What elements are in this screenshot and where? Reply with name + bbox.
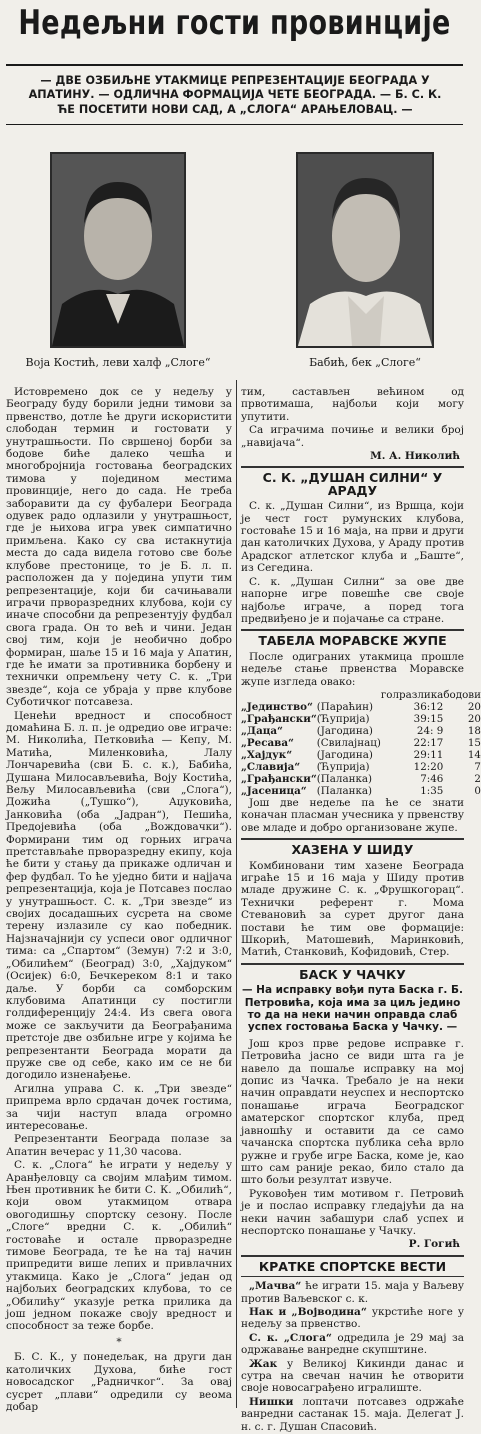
article-divider (241, 629, 464, 631)
club-city: (Паланка) (316, 772, 373, 785)
goal-diff: 39:15 (413, 712, 444, 725)
paragraph: После одиграних утакмица прошле недеље стање првенства Моравске жупе изгледа овако: (241, 650, 464, 688)
news-item-text: укрстиће ноге у недељу за првенство. (241, 1305, 464, 1331)
title-rule (6, 64, 463, 66)
points: 20 (467, 700, 481, 713)
subtitle: — ДВЕ ОЗБИЉНЕ УТАКМИЦЕ РЕПРЕЗЕНТАЦИЈЕ БЕОГРАДА У АПАТИНУ. — ОДЛИЧНА ФОРМАЦИЈА ЧЕТЕ БЕОГРАДА. — Б. С. К. ЋЕ ПОСЕТИТИ НОВИ САД, А „СЛОГА“ АРАЊЕЛОВАЦ. — (28, 74, 442, 116)
club-name: „Даца“ (241, 724, 283, 737)
portrait-photo-kostic (50, 152, 186, 348)
news-item-text: одредила је 29 мај за одржавање ванредне скупштине. (241, 1331, 464, 1357)
article-divider (241, 466, 464, 468)
left-column (6, 386, 232, 1414)
column-divider (236, 380, 237, 1408)
news-item-lead: Нишки (249, 1395, 294, 1408)
table-row (241, 737, 481, 749)
paragraph: Руковођен тим мотивом г. Петровић је и послао исправку гледајући да на неки начин забашури слаб успех и неспортско понашање у Чачку. (241, 1187, 464, 1237)
table-row (241, 785, 481, 797)
table-row (241, 713, 481, 725)
table-row (241, 761, 481, 773)
club-city: (Ћуприја) (316, 712, 370, 725)
author-signature: Р. Гогић (408, 1238, 460, 1251)
goal-diff: 7:46 (420, 772, 444, 785)
points: 20 (467, 712, 481, 725)
news-item-lead: „Мачва“ (249, 1280, 302, 1293)
news-item-text: лоптачи потсавез одржаће ванредни састанак 15. маја. Делегат Ј. н. с. г. Душан Спасовић. (241, 1395, 464, 1433)
article-heading: С. К. „ДУШАН СИЛНИ“ У АРАДУ (262, 470, 443, 498)
page-title: Недељни гости провинције (18, 4, 451, 43)
paragraph: С. к. „Душан Силни“ за ове две напорне игре повешће све своје најбоље играче, а поред тога предвиђено је и појачање са стране. (241, 575, 464, 625)
goal-diff: 36:12 (413, 700, 444, 713)
news-item-lead: С. к. „Слога“ (249, 1331, 332, 1344)
news-item (241, 1306, 464, 1331)
news-item (241, 1280, 464, 1305)
points: 15 (467, 736, 481, 749)
article-divider (241, 963, 464, 965)
paragraph: Репрезентанти Београда полазе за Апатин вечерас у 11,30 часова. (6, 1133, 232, 1158)
club-city: (Свилајнац) (316, 736, 381, 749)
club-city: (Јагодина) (316, 724, 373, 737)
article-divider (241, 838, 464, 840)
photo-caption-left: Воја Костић, леви халф „Слоге“ (25, 356, 211, 369)
goal-diff: 1:35 (420, 784, 444, 797)
news-item (241, 1396, 464, 1433)
news-item (241, 1358, 464, 1395)
paragraph: С. к. „Душан Силни“, из Вршца, који је чест гост румунских клубова, гостоваће 15 и 16 маја, на први и други дан католичких Духова, у Араду против Арадског атлетског клуба и „Баште“, из Сегедина. (241, 500, 464, 575)
heading-rule (241, 1276, 464, 1277)
table-row (241, 701, 481, 713)
paragraph: Са играчима почиње и велики број „навијача“. (241, 424, 464, 449)
goal-diff: 22:17 (413, 736, 444, 749)
points: 18 (467, 724, 481, 737)
article-heading: ТАБЕЛА МОРАВСКЕ ЖУПЕ (258, 633, 447, 649)
paragraph: Још две недеље па ће се знати коначан пласман учесника у првенству ове младе и добро организоване жупе. (241, 796, 464, 834)
paragraph: С. к. „Слога“ ће играти у недељу у Аранђеловцу са својим млађим тимом. Њен противник ће бити С. К. „Обилић“, који овом утакмицом отвара овогодишњу спортску сезону. После „Слоге“ вредни С. к. „Обилић“ гостоваће и остале прворазредне тимове Београда, те ће на тај начин припредити више лепих и привлачних утакмица. Како је „Слога“ један од најбољих београдских клубова, то се „Обилићу“ указује ретка прилика да још једном покаже своју вредност и способност за теже борбе. (6, 1159, 232, 1333)
table-header-row (241, 689, 481, 701)
club-name: „Јединство“ (241, 700, 313, 713)
goal-diff: 24: 9 (416, 724, 444, 737)
author-signature: М. А. Николић (370, 450, 460, 463)
article-heading: ХАЗЕНА У ШИДУ (291, 842, 414, 858)
news-item-lead: Нак и „Војводина“ (249, 1305, 367, 1318)
club-city: (Јагодина) (316, 748, 373, 761)
club-city: (Параћин) (316, 700, 374, 713)
club-name: „Јасеница“ (241, 784, 307, 797)
club-city: (Паланка) (316, 784, 373, 797)
table-row (241, 773, 481, 785)
article-lead: — На исправку вођи пута Баска г. Б. Петровића, која има за циљ једино то да на неки начин оправда слаб успех гостовања Баска у Чачку. — (242, 984, 463, 1034)
paragraph: Комбиновани тим хазене Београда играће 15 и 16 маја у Шиду против младе дружине С. к. „Фрушкогорац“. Технички референт г. Мома Стевановић за сурет другог дана постави ће тим ове формације: Шкорић, Матошевић, Маринковић, Матић, Станковић, Кофидовић, Стер. (241, 859, 464, 959)
article-divider (241, 1255, 464, 1257)
column-header: бодови (443, 688, 481, 701)
news-item-text: ће играти 15. маја у Ваљеву против Ваљевског с. к. (241, 1280, 464, 1305)
news-item-lead: Жак (249, 1357, 278, 1370)
table-row (241, 725, 481, 737)
portrait-photo-babic (296, 152, 434, 348)
paragraph: Б. С. К., у понедељак, на други дан католичких Духова, биће гост новосадског „Радничког“. За овај сусрет „плави“ одредили су веома добар (6, 1351, 232, 1413)
photo-caption-right: Бабић, бек „Слоге“ (309, 356, 421, 369)
club-name: „Ресава“ (241, 736, 294, 749)
club-name: „Славија“ (241, 760, 301, 773)
club-city: (Ћуприја) (316, 760, 370, 773)
points: 0 (474, 784, 481, 797)
table-row (241, 749, 481, 761)
paragraph: Ценећи вредност и способност домаћина Б. л. п. је одредио ове играче: М. Николића, Петковића — Кепу, М. Матића, Миленковића, Лалу Лончаревића (сви Б. с. к.), Бабића, Душана Милосављевића, Воју Костића, Вељу Милосављевића (сви „Слога“), Дожића („Тушко“), Аџуковића, Јанковића (оба „Јадран“), Пешића, Предојевића (оба „Вождовачки“). Формирани тим од горњих играча претстављаће прворазредну екипу, која ће бити у стању да прикаже одличан и фер фудбал. То ће уједно бити и најјача репрезентација, која је Потсавез послао у унутрашњост. С. к. „Три звезде“ из својих досадашњих сусрета на своме терену излазиле су као победник. Најзначајнији су успеси овог одличног тима: са „Спартом“ (Земун) 7:2 и 3:0, „Обилићем“ (Београд) 3:0, „Хајдуком“ (Осијек) 6:0, Бечкереком 8:1 и тако даље. У борби са сомборским клубовима Апатинци су постигли голдиференцију 24:4. Из свега овога може се закључити да Београђанима претстоје две озбиљне игре у којима ће репрезентанти Београда морати да пруже све од себе, како им се не би догодило изненађење. (6, 709, 232, 1082)
right-column (241, 386, 481, 1434)
news-item (241, 1332, 464, 1357)
points: 7 (474, 760, 481, 773)
paragraph: тим, састављен већином од првотимаша, најбољи који могу упутити. (241, 386, 464, 423)
article-heading: КРАТКЕ СПОРТСКЕ ВЕСТИ (258, 1258, 447, 1274)
club-name: „Грађански“ (241, 772, 317, 785)
subtitle-rule (6, 124, 463, 125)
club-name: „Хајдук“ (241, 748, 293, 761)
paragraph: Агилна управа С. к. „Три звезде“ припрема врло срдачан дочек гостима, за чији наступ влада огромно интересовање. (6, 1082, 232, 1132)
paragraph: Истовремено док се у недељу у Београду буду борили једни тимови за првенство, дотле ће други искористити слободан термин и гостовати у унутрашњости. По свршеној борби за бодове биће далеко чешћа и многобројнија гостовања београдских тимова у поједином местима провинције, него до сада. Не треба заборавити да су фубалери Београда одувек радо одлазили у унутрашњост, где је њихова игра увек симпатично примљена. Како су сва истакнутија места до сада видела готово све боље клубове престонице, то је Б. л. п. расположен да у поједина упути тим репрезентације, који би сачињавали играчи прворазредних клубова, који су иначе способни да репрезентују фудбал свога града. Он то већ и чини. Један свој тим, који је необично добро формиран, шаље 15 и 16 маја у Апатин, где ће имати за противника борбену и технички опремљену чету С. к. „Три звезде“, која се убраја у прве клубове Суботичког потсавеза. (6, 386, 232, 709)
goal-diff: 12:20 (413, 760, 444, 773)
points: 14 (467, 748, 481, 761)
column-header: голразлика (380, 688, 444, 701)
club-name: „Грађански“ (241, 712, 317, 725)
goal-diff: 29:11 (413, 748, 444, 761)
section-separator: * (116, 1335, 122, 1348)
news-item-text: у Великој Кикинди данас и сутра на свечан начин ће отворити своје новосаграђено игралиште. (241, 1357, 464, 1395)
paragraph: Још кроз прве редове исправке г. Петровића јасно се види шта га је навело да пошаље исправку на мој допис из Чачка. Требало је на неки начин оправдати неуспех и неспортско понашање играча Београдског аматерског спортског клуба, пред јавношћу и оставити да се само чачанска спортска публика сећа врло ружне и грубе игре Баска, коме је, као што сам раније рекао, било стало да што бољи резултат извуче. (241, 1037, 464, 1187)
points: 2 (474, 772, 481, 785)
league-table (241, 689, 481, 797)
article-heading: БАСК У ЧАЧКУ (299, 966, 406, 982)
